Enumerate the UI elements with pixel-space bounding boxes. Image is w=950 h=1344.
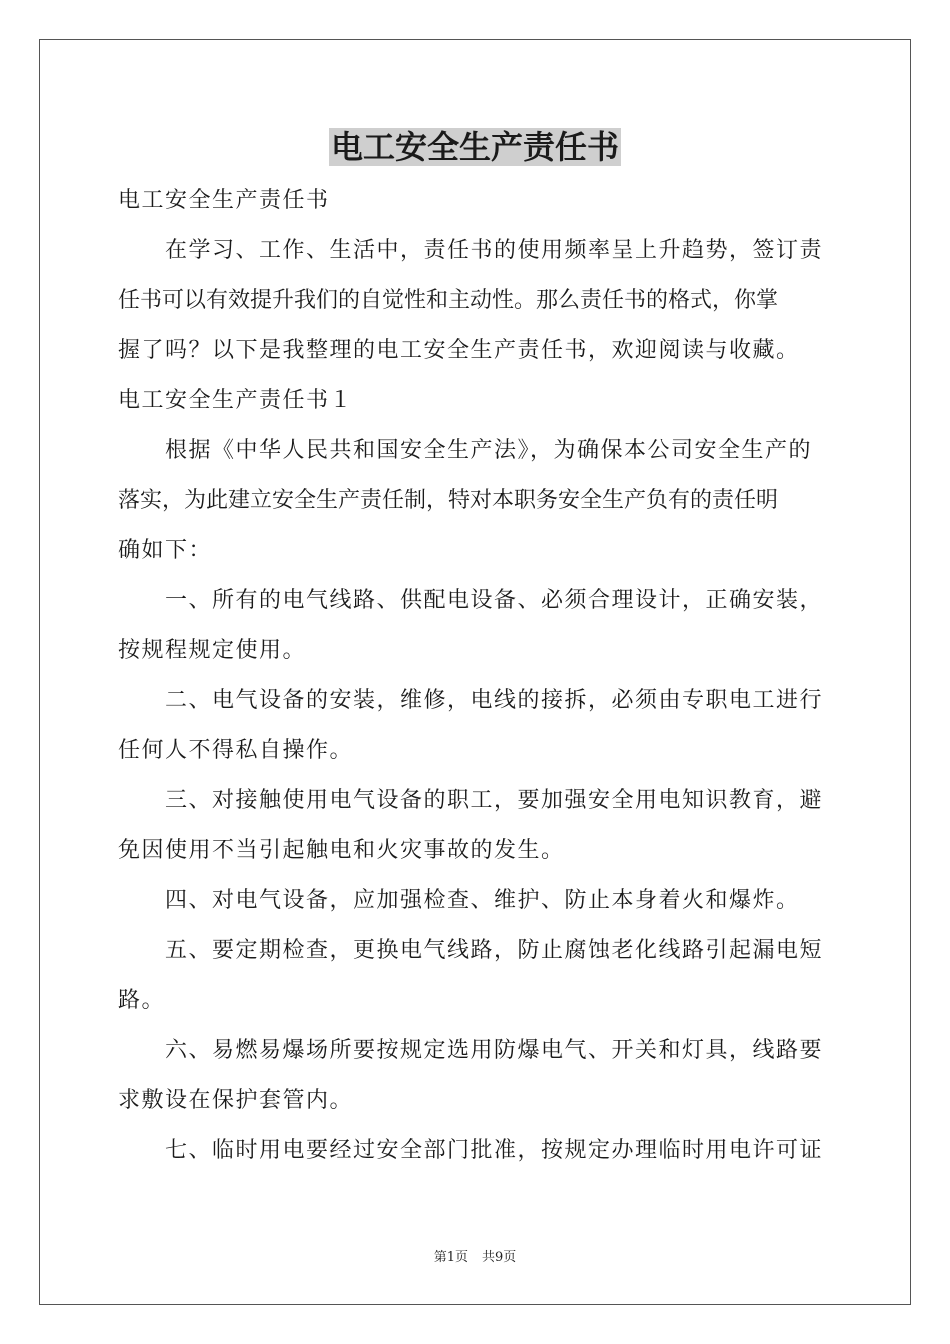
- text-line: 三、对接触使用电气设备的职工，要加强安全用电知识教育，避: [165, 788, 824, 813]
- text-line: 任书可以有效提升我们的自觉性和主动性。那么责任书的格式，你掌: [118, 288, 779, 313]
- text-line: 六、易燃易爆场所要按规定选用防爆电气、开关和灯具，线路要: [165, 1038, 824, 1063]
- text-line: 免因使用不当引起触电和火灾事故的发生。: [118, 838, 565, 863]
- page-footer: [0, 1250, 950, 1266]
- text-line: 电工安全生产责任书１: [118, 388, 354, 413]
- document-title: [0, 124, 950, 170]
- text-line: 根据《中华人民共和国安全生产法》，为确保本公司安全生产的: [165, 438, 813, 463]
- page-number-current: 第1页: [433, 1250, 468, 1265]
- text-line: 确如下：: [118, 538, 213, 563]
- text-line: 求敷设在保护套管内。: [118, 1088, 354, 1113]
- text-line: 任何人不得私自操作。: [118, 738, 354, 763]
- text-line: 在学习、工作、生活中，责任书的使用频率呈上升趋势，签订责: [165, 238, 824, 263]
- text-line: 五、要定期检查，更换电气线路，防止腐蚀老化线路引起漏电短: [165, 938, 824, 963]
- text-line: 一、所有的电气线路、供配电设备、必须合理设计，正确安装，: [165, 588, 824, 613]
- text-line: 四、对电气设备，应加强检查、维护、防止本身着火和爆炸。: [165, 888, 800, 913]
- text-line: 落实，为此建立安全生产责任制，特对本职务安全生产负有的责任明: [118, 488, 779, 513]
- text-line: 电工安全生产责任书: [118, 188, 330, 213]
- document-title-text: 电工安全生产责任书: [330, 128, 619, 166]
- text-line: 二、电气设备的安装，维修，电线的接拆，必须由专职电工进行: [165, 688, 824, 713]
- document-body: [118, 176, 834, 1176]
- text-line: 七、临时用电要经过安全部门批准，按规定办理临时用电许可证: [165, 1138, 824, 1163]
- text-line: 握了吗？以下是我整理的电工安全生产责任书，欢迎阅读与收藏。: [118, 338, 800, 363]
- text-line: 路。: [118, 988, 166, 1013]
- page-number-total: 共9页: [482, 1250, 517, 1265]
- text-line: 按规程规定使用。: [118, 638, 307, 663]
